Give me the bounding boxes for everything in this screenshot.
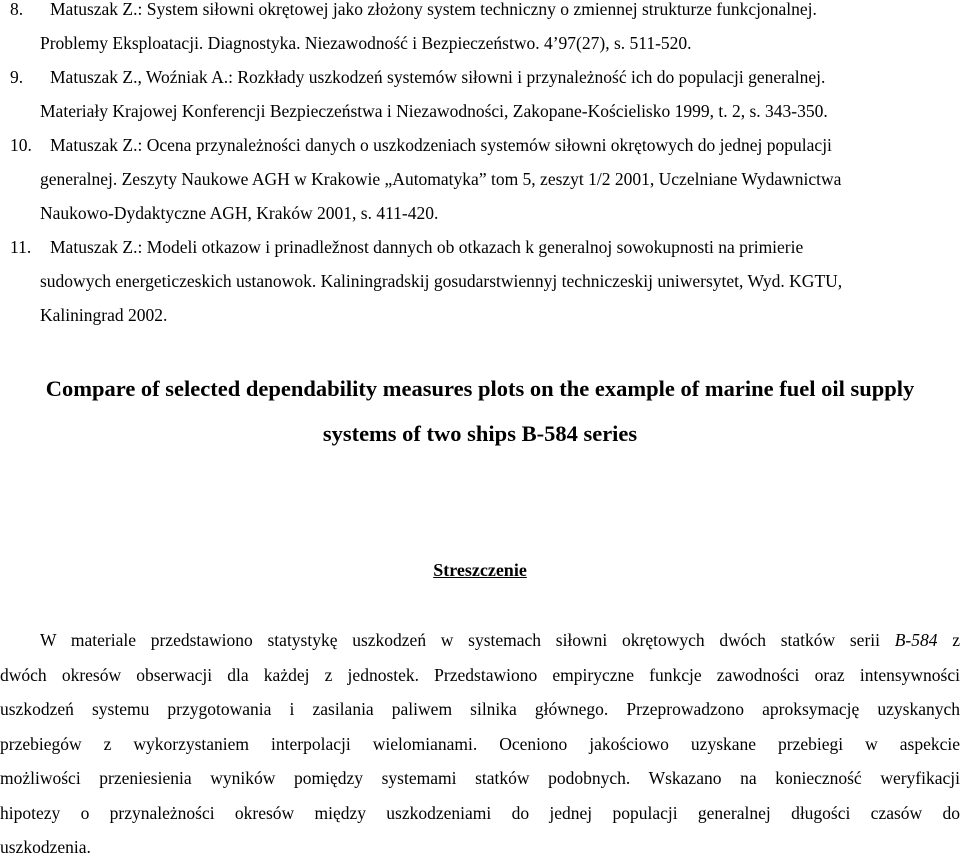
reference-line: generalnej. Zeszyty Naukowe AGH w Krakowie „Automatyka” tom 5, zeszyt 1/2 2001, Uczelniane Wydawnictwa (0, 162, 960, 196)
reference-line: Naukowo-Dydaktyczne AGH, Kraków 2001, s. 411-420. (0, 196, 960, 230)
paper-title-line-2: systems of two ships B-584 series (0, 413, 960, 455)
reference-10 (0, 128, 960, 230)
reference-8 (0, 0, 960, 60)
abstract-line: uszkodzeń systemu przygotowania i zasilania paliwem silnika głównego. Przeprowadzono aproksymację uzyskanych (0, 692, 960, 727)
abstract-line: hipotezy o przynależności okresów między uszkodzeniami do jednej populacji generalnej długości czasów do (0, 796, 960, 831)
paper-title-line-1: Compare of selected dependability measures plots on the example of marine fuel oil supply (0, 368, 960, 410)
reference-line: Materiały Krajowej Konferencji Bezpieczeństwa i Niezawodności, Zakopane-Kościelisko 1999, t. 2, s. 343-350. (0, 94, 960, 128)
reference-line: sudowych energeticzeskich ustanowok. Kaliningradskij gosudarstwiennyj techniczeskij uniwersytet, Wyd. KGTU, (0, 264, 960, 298)
abstract-line: przebiegów z wykorzystaniem interpolacji wielomianami. Oceniono jakościowo uzyskane przebiegi w aspekcie (0, 727, 960, 762)
reference-text: Matuszak Z.: System siłowni okrętowej jako złożony system techniczny o zmiennej strukturze funkcjonalnej. (50, 0, 817, 19)
ship-series-label: B-584 (895, 630, 938, 650)
reference-number: 10. (0, 128, 50, 162)
abstract-line (0, 623, 960, 658)
reference-text: Matuszak Z., Woźniak A.: Rozkłady uszkodzeń systemów siłowni i przynależność ich do populacji generalnej. (50, 67, 825, 87)
reference-line: Kaliningrad 2002. (0, 298, 960, 332)
abstract-text: W materiale przedstawiono statystykę uszkodzeń w systemach siłowni okrętowych dwóch statków serii (40, 630, 895, 650)
reference-line (0, 60, 960, 94)
reference-line: Problemy Eksploatacji. Diagnostyka. Niezawodność i Bezpieczeństwo. 4’97(27), s. 511-520. (0, 26, 960, 60)
abstract-line: możliwości przeniesienia wyników pomiędzy systemami statków podobnych. Wskazano na konieczność weryfikacji (0, 761, 960, 796)
abstract-line: uszkodzenia. (0, 830, 960, 865)
abstract-line: dwóch okresów obserwacji dla każdej z jednostek. Przedstawiono empiryczne funkcje zawodności oraz intensywności (0, 658, 960, 693)
abstract-body (0, 623, 960, 865)
reference-line (0, 128, 960, 162)
reference-number: 11. (0, 230, 50, 264)
abstract-heading: Streszczenie (0, 560, 960, 581)
reference-9 (0, 60, 960, 128)
reference-line (0, 230, 960, 264)
reference-number: 8. (0, 0, 50, 26)
reference-text: Matuszak Z.: Ocena przynależności danych o uszkodzeniach systemów siłowni okrętowych do jednej populacji (50, 135, 832, 155)
abstract-text: z (938, 630, 960, 650)
reference-line (0, 0, 960, 26)
reference-text: Matuszak Z.: Modeli otkazow i prinadležnost dannych ob otkazach k generalnoj sowokupnosti na primierie (50, 237, 803, 257)
reference-11 (0, 230, 960, 332)
reference-number: 9. (0, 60, 50, 94)
